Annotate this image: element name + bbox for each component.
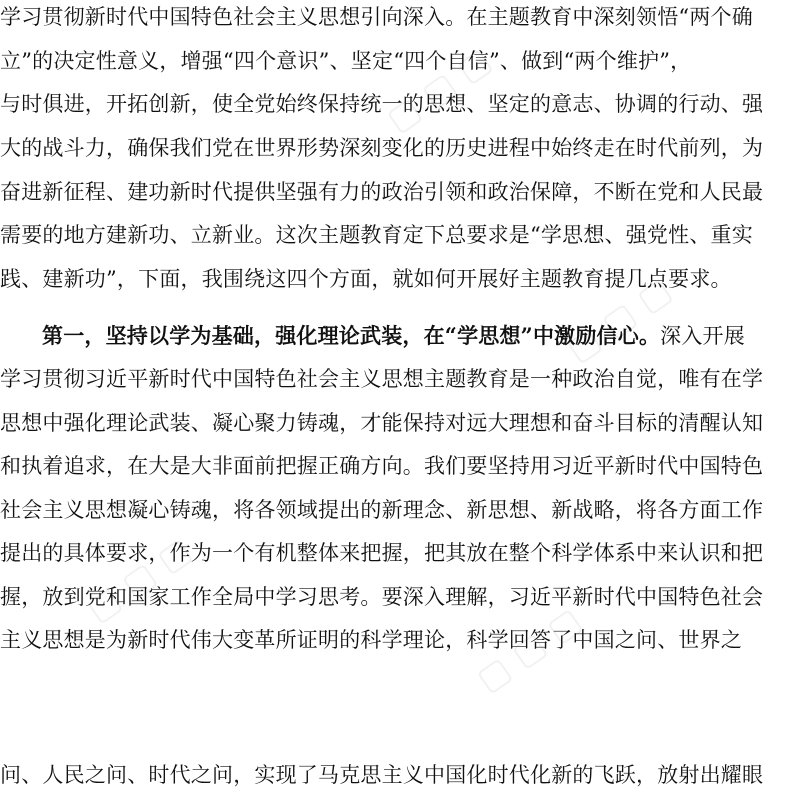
paragraph-line: 思想中强化理论武装、凝心聚力铸魂，才能保持对远大理想和奋斗目标的清醒认知 bbox=[0, 411, 764, 435]
paragraph-line: 和执着追求，在大是大非面前把握正确方向。我们要坚持用习近平新时代中国特色 bbox=[0, 454, 764, 478]
watermark-mark: ▢ ▢ ▢ bbox=[469, 599, 589, 701]
paragraph-line: 问、人民之问、时代之问，实现了马克思主义中国化时代化新的飞跃，放射出耀眼 bbox=[0, 763, 764, 787]
section-heading: 第一，坚持以学为基础，强化理论武装，在“学思想”中激励信心。 bbox=[42, 323, 661, 348]
watermark-mark: ▢ ▢ ▢ bbox=[559, 269, 679, 371]
section-heading-line bbox=[42, 323, 800, 349]
paragraph-line: 学习贯彻习近平新时代中国特色社会主义思想主题教育是一种政治自觉，唯有在学 bbox=[0, 367, 764, 391]
paragraph-line: 需要的地方建新功、立新业。这次主题教育定下总要求是“学思想、强党性、重实 bbox=[0, 223, 753, 247]
paragraph-line: 奋进新征程、建功新时代提供坚强有力的政治引领和政治保障，不断在党和人民最 bbox=[0, 180, 764, 204]
paragraph-line: 践、建新功”，下面，我围绕这四个方面，就如何开展好主题教育提几点要求。 bbox=[0, 267, 732, 291]
paragraph-line: 立”的决定性意义，增强“四个意识”、坚定“四个自信”、做到“两个维护”， bbox=[0, 49, 692, 73]
paragraph-line: 主义思想是为新时代伟大变革所证明的科学理论，科学回答了中国之问、世界之 bbox=[0, 628, 742, 652]
paragraph-line: 与时俱进，开拓创新，使全党始终保持统一的思想、坚定的意志、协调的行动、强 bbox=[0, 92, 764, 116]
paragraph-line: 社会主义思想凝心铸魂，将各领域提出的新理念、新思想、新战略，将各方面工作 bbox=[0, 498, 764, 522]
paragraph-line: 握，放到党和国家工作全局中学习思考。要深入理解，习近平新时代中国特色社会 bbox=[0, 585, 764, 609]
paragraph-line: 大的战斗力，确保我们党在世界形势深刻变化的历史进程中始终走在时代前列，为 bbox=[0, 136, 764, 160]
watermark-mark: ▢ ▢ ▢ bbox=[79, 529, 199, 631]
paragraph-line: 提出的具体要求，作为一个有机整体来把握，把其放在整个科学体系中来认识和把 bbox=[0, 541, 764, 565]
section-first-line-text: 深入开展 bbox=[660, 324, 745, 348]
watermark-mark: ▢ ▢ ▢ bbox=[379, 39, 499, 141]
paragraph-line: 学习贯彻新时代中国特色社会主义思想引向深入。在主题教育中深刻领悟“两个确 bbox=[0, 5, 753, 29]
